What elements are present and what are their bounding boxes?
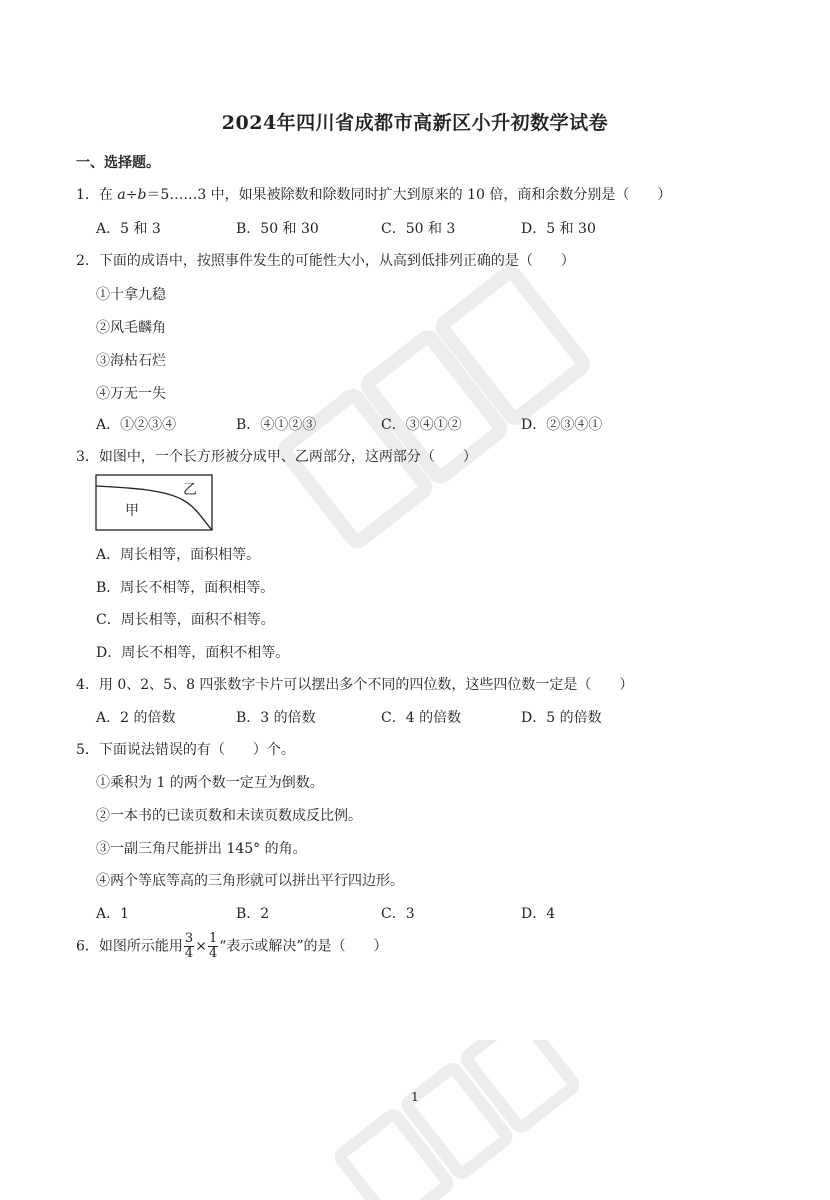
q2-option-d[interactable]: D．②③④① — [521, 417, 603, 433]
q5-item-3: ③一副三角尺能拼出 145° 的角。 — [96, 841, 307, 857]
watermark-logo-bottom — [300, 1040, 600, 1200]
q5-item-4: ④两个等底等高的三角形就可以拼出平行四边形。 — [96, 873, 404, 889]
q1-option-c[interactable]: C．50 和 3 — [381, 221, 456, 237]
section-heading: 一、选择题。 — [76, 155, 160, 171]
q1-option-b[interactable]: B．50 和 30 — [236, 221, 319, 237]
label-jia: 甲 — [125, 503, 139, 519]
q2-item-4: ④万无一失 — [96, 386, 166, 402]
q4-option-a[interactable]: A．2 的倍数 — [96, 710, 176, 726]
q1-option-a[interactable]: A．5 和 3 — [96, 221, 161, 237]
q2-item-1: ①十拿九稳 — [96, 287, 166, 303]
watermark-logo — [250, 230, 610, 590]
q5-item-1: ①乘积为 1 的两个数一定互为倒数。 — [96, 775, 324, 791]
rectangle-figure — [95, 474, 215, 532]
q4-option-b[interactable]: B．3 的倍数 — [236, 710, 316, 726]
q5-item-2: ②一本书的已读页数和未读页数成反比例。 — [96, 808, 362, 824]
question-4: 4．用 0、2、5、8 四张数字卡片可以摆出多个不同的四位数，这些四位数一定是（ ） — [76, 677, 634, 693]
q2-item-2: ②风毛麟角 — [96, 320, 166, 336]
q4-option-c[interactable]: C．4 的倍数 — [381, 710, 462, 726]
page-title: 2024年四川省成都市高新区小升初数学试卷 — [221, 112, 609, 134]
page-number: 1 — [411, 1090, 419, 1104]
fraction-one-quarter: $\frac{1}{4}$ — [208, 931, 218, 961]
q4-option-d[interactable]: D．5 的倍数 — [521, 710, 602, 726]
q5-option-a[interactable]: A．1 — [96, 906, 130, 922]
q5-option-d[interactable]: D．4 — [521, 906, 556, 922]
label-yi: 乙 — [183, 482, 197, 498]
question-6: 6．如图所示能用 $\frac{3}{4}$ × $\frac{1}{4}$ “表示或解决”的是（ ） — [76, 931, 388, 961]
question-3: 3．如图中，一个长方形被分成甲、乙两部分，这两部分（ ） — [76, 449, 477, 465]
fraction-three-quarters: $\frac{3}{4}$ — [184, 931, 194, 961]
q2-option-c[interactable]: C．③④①② — [381, 417, 462, 433]
q5-option-c[interactable]: C．3 — [381, 906, 415, 922]
q3-option-d[interactable]: D．周长不相等，面积不相等。 — [96, 645, 290, 661]
q2-item-3: ③海枯石烂 — [96, 353, 166, 369]
question-2: 2．下面的成语中，按照事件发生的可能性大小，从高到低排列正确的是（ ） — [76, 253, 575, 269]
q3-option-b[interactable]: B．周长不相等，面积相等。 — [96, 580, 275, 596]
q2-option-a[interactable]: A．①②③④ — [96, 417, 177, 433]
question-1: 1．在 a÷b＝5……3 中，如果被除数和除数同时扩大到原来的 10 倍，商和余数分别是（ ） — [76, 187, 672, 203]
q3-option-a[interactable]: A．周长相等，面积相等。 — [96, 547, 261, 563]
q1-option-d[interactable]: D．5 和 30 — [521, 221, 596, 237]
q3-option-c[interactable]: C．周长相等，面积不相等。 — [96, 612, 275, 628]
question-5: 5．下面说法错误的有（ ）个。 — [76, 742, 295, 758]
q2-option-b[interactable]: B．④①②③ — [236, 417, 317, 433]
q5-option-b[interactable]: B．2 — [236, 906, 270, 922]
